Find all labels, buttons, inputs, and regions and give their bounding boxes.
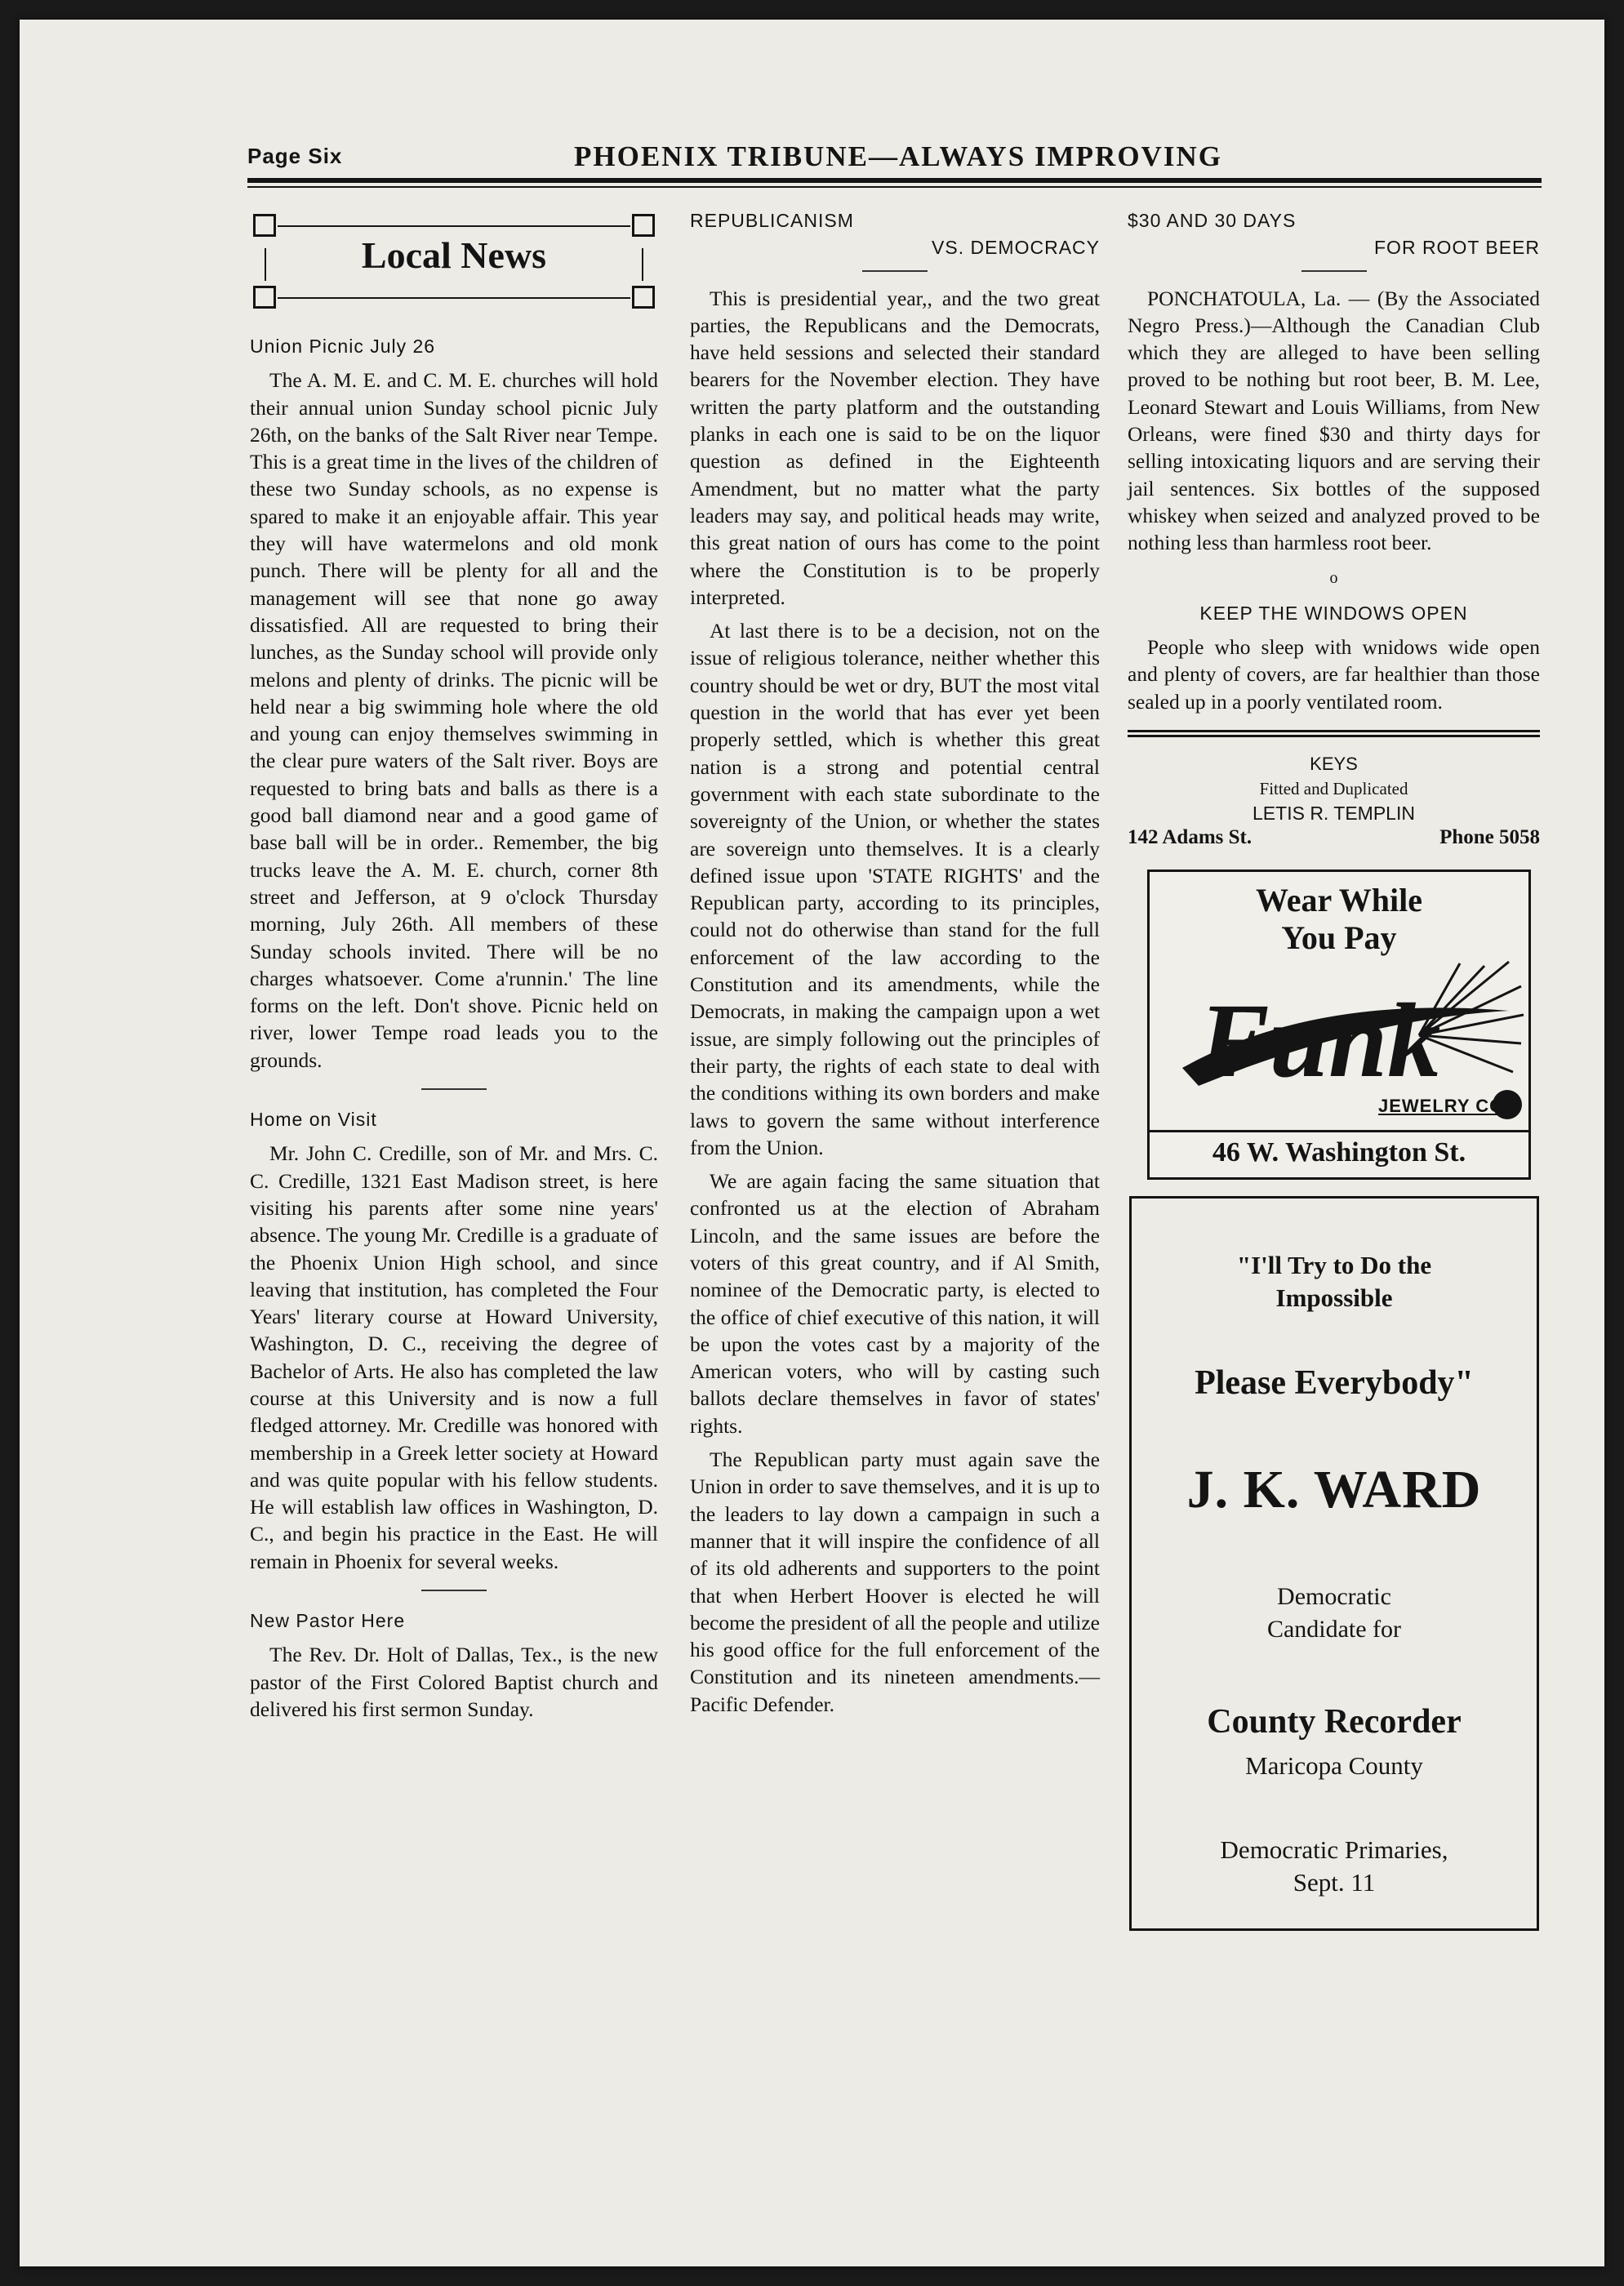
- keys-address: 142 Adams St.: [1128, 826, 1252, 849]
- ward-prim-1: Democratic Primaries,: [1220, 1835, 1448, 1865]
- corner-square-icon: [632, 214, 655, 237]
- ward-quote: [1132, 1249, 1537, 1314]
- box-line: [278, 297, 630, 299]
- editorial-paragraph: We are again facing the same situation that confronted us at the election of Abraham Lincoln, and the same issues are before the voters of this great country, and if Al Smith, nominee of the Democratic party, is elected to the office of chief executive of this nation, it will be upon the votes cast by a majority of the American voters, who will by casting such ballots declare themselves in favor of states' rights.: [690, 1169, 1100, 1438]
- column-local-news: [250, 204, 658, 1723]
- local-news-box: [251, 207, 656, 314]
- funk-brand: Funk: [1199, 982, 1441, 1101]
- article-headline: New Pastor Here: [250, 1610, 406, 1632]
- keys-sub: Fitted and Duplicated: [1259, 779, 1408, 799]
- header-rule: [247, 178, 1542, 188]
- ward-quote-3: Please Everybody": [1195, 1364, 1474, 1403]
- column-news-ads: [1128, 204, 1540, 1931]
- corner-square-icon: [253, 286, 276, 309]
- article-headline: Union Picnic July 26: [250, 336, 436, 357]
- funk-tagline-1: Wear While: [1255, 882, 1423, 919]
- masthead: PHOENIX TRIBUNE—ALWAYS IMPROVING: [574, 140, 1222, 172]
- separator: [421, 1590, 487, 1591]
- corner-square-icon: [253, 214, 276, 237]
- article-headline: Home on Visit: [250, 1109, 377, 1131]
- ward-office: County Recorder: [1207, 1703, 1462, 1741]
- editorial-headline-1: REPUBLICANISM: [690, 210, 854, 231]
- section-title: Local News: [361, 234, 547, 276]
- separator: [862, 270, 928, 272]
- funk-address: 46 W. Washington St.: [1150, 1130, 1528, 1166]
- editorial-headline-2: VS. DEMOCRACY: [932, 237, 1100, 259]
- funk-jewelry-label: JEWELRY CO.: [1378, 1096, 1511, 1117]
- article-body: Mr. John C. Credille, son of Mr. and Mrs. C. C. Credille, 1321 East Madison street, is here visiting his parents after some nine years' absence. The young Mr. Credille is a graduate of the Phoenix Union High school, and since leaving that institution, has completed the Four Years' literary course at Howard University, Washington, D. C., receiving the degree of Bachelor of Arts. He also has completed the law course at this University and is now a full fledged attorney. Mr. Credille was honored with membership in a Greek letter society at Howard and was quite popular with his fellow students. He will establish law offices in Washington, D. C., and begin his practice in the East. He will remain in Phoenix for several weeks.: [250, 1141, 658, 1573]
- keys-contact: [1128, 825, 1540, 850]
- ward-prim-2: Sept. 11: [1293, 1868, 1376, 1897]
- separator: [421, 1088, 487, 1090]
- keys-ad: [1128, 752, 1540, 850]
- editorial-paragraph: At last there is to be a decision, not on the issue of religious tolerance, neither whether this country should be wet or dry, BUT the most vital question in the world that has ever yet been properly settled, which is whether this great nation is a strong and potential central government with each state subordinate to the sovereignty of the Union, or whether the states are sovereign unto themselves. It is a clearly defined issue upon 'STATE RIGHTS' and the Republican party, according to its principles, could not do otherwise than stand for the full enforcement of the law according to the Constitution and its amendments, while the Democrats, in making the campaign upon a wet issue, are simply following out the principles of their party, the rights of each state to deal with the conditions withing its own borders and make laws to govern the same without interference from the Union.: [690, 619, 1100, 1159]
- column-editorial: [690, 204, 1100, 1718]
- editorial-paragraph: The Republican party must again save the Union in order to save themselves, and it is up to the leaders to lay down a campaign in such a manner that it will inspire the confidence of all of its old adherents and supporters to the point that when Herbert Hoover is elected he will become the president of all the people and utilize his good office for the full enforcement of the Constitution and its nineteen amendments.—Pacific Defender.: [690, 1448, 1100, 1716]
- ward-primaries: [1132, 1834, 1537, 1899]
- ward-quote-1: "I'll Try to Do the: [1236, 1251, 1432, 1280]
- editorial-paragraph: This is presidential year,, and the two great parties, the Republicans and the Democrats, have held sessions and selected their standard bearers for the November election. They have written the party platform and the outstanding planks in each one is said to be on the liquor question as defined in the Eighteenth Amendment, but no matter what the party leaders may say, and political heads may write, this great nation of ours has come to the point where the Constitution is to be properly interpreted.: [690, 286, 1100, 609]
- rootbeer-headline-2: FOR ROOT BEER: [1374, 237, 1540, 259]
- corner-square-icon: [632, 286, 655, 309]
- ward-campaign-ad: [1129, 1196, 1539, 1931]
- article-body: The A. M. E. and C. M. E. churches will hold their annual union Sunday school picnic July 26th, on the banks of the Salt River near Tempe. This is a great time in the lives of the children of these two Sunday schools, as no expense is spared to make it an enjoyable affair. This year they will have watermelons and old monk punch. There will be plenty for all and the management will see that none go away dissatisfied. All are requested to bring their lunches, as the Sunday school will provide only melons and plenty of drinks. The picnic will be held near a big swimming hole where the old and young can enjoy themselves swimming in the clear pure waters of the Salt river. Boys are requested to bring bats and balls as there is a good ball diamond near and a good game of base ball will be in order.. Remember, the big trucks leave the A. M. E. church, corner 8th street and Jefferson, at 9 o'clock Thursday morning, July 26th. All members of these Sunday schools invited. There will be no charges whatsoever. Come a'runnin.' The line forms on the left. Don't shove. Picnic held on river, lower Tempe road leads you to the grounds.: [250, 368, 658, 1072]
- ward-dem-2: Candidate for: [1266, 1616, 1402, 1643]
- ward-county: Maricopa County: [1245, 1751, 1423, 1781]
- page-header: [247, 140, 1542, 175]
- keys-name: LETIS R. TEMPLIN: [1252, 803, 1415, 825]
- page-number: Page Six: [247, 144, 343, 168]
- article-body: The Rev. Dr. Holt of Dallas, Tex., is the new pastor of the First Colored Baptist church and delivered his first sermon Sunday.: [250, 1643, 658, 1721]
- separator-mark: o: [1329, 568, 1338, 587]
- rootbeer-body: PONCHATOULA, La. — (By the Associated Negro Press.)—Although the Canadian Club which they are alleged to have been selling proved to be nothing but root beer, B. M. Lee, Leonard Stewart and Louis Williams, from New Orleans, were fined $30 and thirty days for selling intoxicating liquors and are serving their jail sentences. Six bottles of the supposed whiskey when seized and analyzed proved to be nothing less than harmless root beer.: [1128, 286, 1540, 555]
- rootbeer-headline-1: $30 AND 30 DAYS: [1128, 210, 1297, 231]
- keys-title: KEYS: [1310, 754, 1358, 775]
- ward-quote-2: Impossible: [1275, 1283, 1393, 1313]
- ward-candidacy: [1132, 1581, 1537, 1646]
- ward-name: J. K. WARD: [1186, 1460, 1482, 1520]
- separator: [1301, 270, 1367, 272]
- keys-phone: Phone 5058: [1439, 826, 1540, 849]
- funk-jewelry-ad: [1147, 869, 1531, 1180]
- box-line: [278, 225, 630, 227]
- funk-tagline-2: You Pay: [1281, 919, 1397, 957]
- double-rule: [1128, 730, 1540, 737]
- ward-dem-1: Democratic: [1277, 1583, 1391, 1611]
- windows-headline: KEEP THE WINDOWS OPEN: [1199, 602, 1468, 624]
- windows-body: People who sleep with wnidows wide open and plenty of covers, are far healthier than those sealed up in a poorly ventilated room.: [1128, 635, 1540, 714]
